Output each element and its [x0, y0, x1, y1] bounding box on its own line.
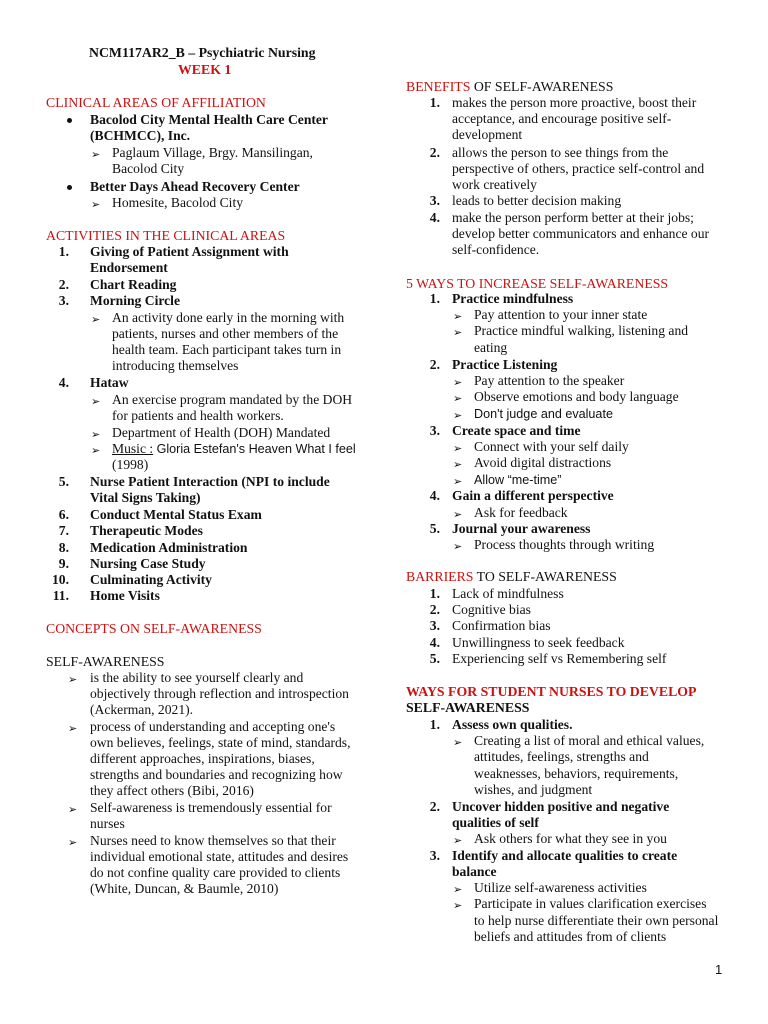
activity-item: Nurse Patient Interaction (NPI to include: [90, 474, 330, 489]
activity-item: Giving of Patient Assignment with: [90, 244, 289, 259]
activity-detail: introducing themselves: [112, 358, 239, 373]
arrow-bullet-icon: ➢: [453, 327, 463, 339]
way-title: Practice mindfulness: [452, 291, 574, 306]
list-number: 11.: [52, 588, 69, 603]
arrow-bullet-icon: ➢: [453, 311, 463, 323]
develop-title: Assess own qualities.: [452, 717, 573, 732]
clinical-area-name: Bacolod City Mental Health Care Center: [90, 112, 328, 127]
concept-text: strengths and boundaries and recognizing how: [90, 767, 343, 782]
benefit-text: perspective of others, practice self-control and: [452, 161, 705, 176]
list-number: 3.: [429, 618, 440, 633]
list-number: 7.: [58, 523, 69, 538]
list-number: 3.: [429, 193, 440, 208]
clinical-area-name: Better Days Ahead Recovery Center: [90, 179, 300, 194]
activity-detail: for patients and health workers.: [112, 408, 284, 423]
music-title: Gloria Estefan's Heaven What I feel: [156, 442, 356, 456]
list-number: 4.: [58, 375, 69, 390]
arrow-bullet-icon: ➢: [453, 835, 463, 847]
arrow-bullet-icon: ➢: [91, 314, 101, 326]
benefit-text: leads to better decision making: [452, 193, 622, 208]
list-number: 5.: [429, 521, 440, 536]
concept-text: different approaches, inspirations, biases,: [90, 751, 315, 766]
list-number: 5.: [429, 651, 440, 666]
activity-item: Medication Administration: [90, 540, 248, 555]
arrow-bullet-icon: ➢: [453, 459, 463, 471]
barriers-heading-rest: TO SELF-AWARENESS: [473, 569, 617, 584]
list-number: 1.: [429, 291, 440, 306]
way-title: Create space and time: [452, 423, 581, 438]
way-title: Journal your awareness: [452, 521, 591, 536]
arrow-bullet-icon: ➢: [68, 837, 78, 849]
arrow-bullet-icon: ➢: [453, 541, 463, 553]
way-detail: Pay attention to your inner state: [474, 307, 648, 322]
concept-text: is the ability to see yourself clearly and: [90, 670, 304, 685]
barrier-text: Confirmation bias: [452, 618, 551, 633]
activity-item: Nursing Case Study: [90, 556, 206, 571]
barriers-heading: [406, 569, 617, 585]
benefit-text: self-confidence.: [452, 242, 540, 257]
way-detail: Process thoughts through writing: [474, 537, 655, 552]
list-number: 8.: [58, 540, 69, 555]
develop-detail: Utilize self-awareness activities: [474, 880, 647, 895]
activity-detail: patients, nurses and other members of the: [112, 326, 339, 341]
clinical-area-address: Homesite, Bacolod City: [112, 195, 244, 210]
concepts-heading: CONCEPTS ON SELF-AWARENESS: [46, 621, 262, 636]
way-title: Practice Listening: [452, 357, 558, 372]
arrow-bullet-icon: ➢: [91, 199, 101, 211]
barrier-text: Cognitive bias: [452, 602, 531, 617]
activity-item: Therapeutic Modes: [90, 523, 203, 538]
arrow-bullet-icon: ➢: [68, 674, 78, 686]
arrow-bullet-icon: ➢: [453, 509, 463, 521]
clinical-area-address: Paglaum Village, Brgy. Mansilingan,: [112, 145, 313, 160]
concept-text: objectively through reflection and introspection: [90, 686, 349, 701]
arrow-bullet-icon: ➢: [91, 396, 101, 408]
develop-title: balance: [452, 864, 497, 879]
arrow-bullet-icon: ➢: [453, 443, 463, 455]
concept-text: Self-awareness is tremendously essential for: [90, 800, 332, 815]
arrow-bullet-icon: ➢: [68, 804, 78, 816]
activity-detail: Department of Health (DOH) Mandated: [112, 425, 331, 440]
way-detail: Practice mindful walking, listening and: [474, 323, 689, 338]
develop-detail: attitudes, feelings, strengths and: [474, 749, 649, 764]
arrow-bullet-icon: ➢: [91, 429, 101, 441]
benefits-heading-red: BENEFITS: [406, 79, 471, 94]
concept-text: they affect others (Bibi, 2016): [90, 783, 254, 798]
way-detail: Allow “me-time”: [474, 473, 562, 487]
list-number: 9.: [58, 556, 69, 571]
activity-item: Culminating Activity: [90, 572, 212, 587]
benefits-heading-rest: OF SELF-AWARENESS: [470, 79, 614, 94]
music-line: [112, 441, 356, 457]
list-number: 1.: [58, 244, 69, 259]
benefits-heading: [406, 79, 613, 95]
arrow-bullet-icon: ➢: [91, 445, 101, 457]
benefit-text: allows the person to see things from the: [452, 145, 669, 160]
week-label: WEEK 1: [178, 62, 232, 77]
list-number: 2.: [58, 277, 69, 292]
benefit-text: development: [452, 127, 523, 142]
develop-heading: WAYS FOR STUDENT NURSES TO DEVELOP: [406, 684, 697, 699]
arrow-bullet-icon: ➢: [453, 377, 463, 389]
way-detail: Observe emotions and body language: [474, 389, 679, 404]
list-number: 2.: [429, 799, 440, 814]
concept-text: do not confine quality care provided to clients: [90, 865, 341, 880]
list-number: 1.: [429, 717, 440, 732]
bullet-icon: [67, 185, 72, 190]
develop-detail: Participate in values clarification exercises: [474, 896, 707, 911]
list-number: 4.: [429, 488, 440, 503]
list-number: 2.: [429, 357, 440, 372]
barrier-text: Experiencing self vs Remembering self: [452, 651, 667, 666]
clinical-area-name: (BCHMCC), Inc.: [90, 128, 191, 143]
music-label: Music :: [112, 441, 154, 456]
activity-item: Morning Circle: [90, 293, 180, 308]
list-number: 3.: [429, 848, 440, 863]
arrow-bullet-icon: ➢: [453, 737, 463, 749]
arrow-bullet-icon: ➢: [453, 476, 463, 488]
arrow-bullet-icon: ➢: [453, 884, 463, 896]
ways-heading: 5 WAYS TO INCREASE SELF-AWARENESS: [406, 276, 669, 291]
activity-detail: An activity done early in the morning with: [112, 310, 345, 325]
activities-heading: ACTIVITIES IN THE CLINICAL AREAS: [46, 228, 286, 243]
arrow-bullet-icon: ➢: [453, 393, 463, 405]
list-number: 6.: [58, 507, 69, 522]
way-detail: Pay attention to the speaker: [474, 373, 625, 388]
clinical-area-address: Bacolod City: [112, 161, 185, 176]
activity-item: Conduct Mental Status Exam: [90, 507, 262, 522]
arrow-bullet-icon: ➢: [68, 723, 78, 735]
way-detail: Don't judge and evaluate: [474, 407, 613, 421]
list-number: 3.: [429, 423, 440, 438]
activity-detail: health team. Each participant takes turn in: [112, 342, 342, 357]
develop-detail: beliefs and attitudes from of clients: [474, 929, 667, 944]
self-awareness-subheading: SELF-AWARENESS: [46, 654, 165, 669]
list-number: 4.: [429, 635, 440, 650]
way-detail: Ask for feedback: [474, 505, 568, 520]
activity-detail: An exercise program mandated by the DOH: [112, 392, 353, 407]
develop-detail: weaknesses, behaviors, requirements,: [474, 766, 679, 781]
list-number: 4.: [429, 210, 440, 225]
concept-text: process of understanding and accepting one's: [90, 719, 336, 734]
develop-detail: to help nurse differentiate their own personal: [474, 913, 719, 928]
concept-text: nurses: [90, 816, 125, 831]
page-number: 1: [715, 962, 723, 977]
concept-text: (Ackerman, 2021).: [90, 702, 194, 717]
music-year: (1998): [112, 457, 149, 472]
activity-item: Hataw: [90, 375, 129, 390]
develop-title: Uncover hidden positive and negative: [452, 799, 670, 814]
activity-item: Home Visits: [90, 588, 160, 603]
way-detail: Avoid digital distractions: [474, 455, 612, 470]
benefit-text: develop better communicators and enhance our: [452, 226, 710, 241]
course-title: NCM117AR2_B – Psychiatric Nursing: [89, 45, 316, 60]
develop-detail: Creating a list of moral and ethical values,: [474, 733, 705, 748]
arrow-bullet-icon: ➢: [453, 410, 463, 422]
benefit-text: makes the person more proactive, boost their: [452, 95, 697, 110]
barriers-heading-red: BARRIERS: [406, 569, 474, 584]
benefit-text: make the person perform better at their jobs;: [452, 210, 694, 225]
list-number: 5.: [58, 474, 69, 489]
activity-item: Vital Signs Taking): [90, 490, 201, 505]
list-number: 2.: [429, 602, 440, 617]
develop-title: Identify and allocate qualities to create: [452, 848, 678, 863]
arrow-bullet-icon: ➢: [91, 149, 101, 161]
activity-item: Endorsement: [90, 260, 168, 275]
clinical-areas-heading: CLINICAL AREAS OF AFFILIATION: [46, 95, 266, 110]
concept-text: Nurses need to know themselves so that their: [90, 833, 336, 848]
develop-detail: Ask others for what they see in you: [474, 831, 667, 846]
benefit-text: acceptance, and encourage positive self-: [452, 111, 672, 126]
benefit-text: work creatively: [452, 177, 537, 192]
barrier-text: Lack of mindfulness: [452, 586, 564, 601]
list-number: 10.: [52, 572, 69, 587]
way-detail: eating: [474, 340, 508, 355]
bullet-icon: [67, 118, 72, 123]
list-number: 2.: [429, 145, 440, 160]
develop-title: qualities of self: [452, 815, 539, 830]
arrow-bullet-icon: ➢: [453, 900, 463, 912]
way-title: Gain a different perspective: [452, 488, 614, 503]
concept-text: (White, Duncan, & Baumle, 2010): [90, 881, 279, 896]
concept-text: own believes, feelings, state of mind, standards,: [90, 735, 351, 750]
list-number: 1.: [429, 586, 440, 601]
list-number: 1.: [429, 95, 440, 110]
develop-subheading: SELF-AWARENESS: [406, 700, 530, 715]
concept-text: individual emotional state, attitudes and desires: [90, 849, 349, 864]
develop-detail: wishes, and judgment: [474, 782, 593, 797]
barrier-text: Unwillingness to seek feedback: [452, 635, 625, 650]
way-detail: Connect with your self daily: [474, 439, 629, 454]
list-number: 3.: [58, 293, 69, 308]
activity-item: Chart Reading: [90, 277, 177, 292]
